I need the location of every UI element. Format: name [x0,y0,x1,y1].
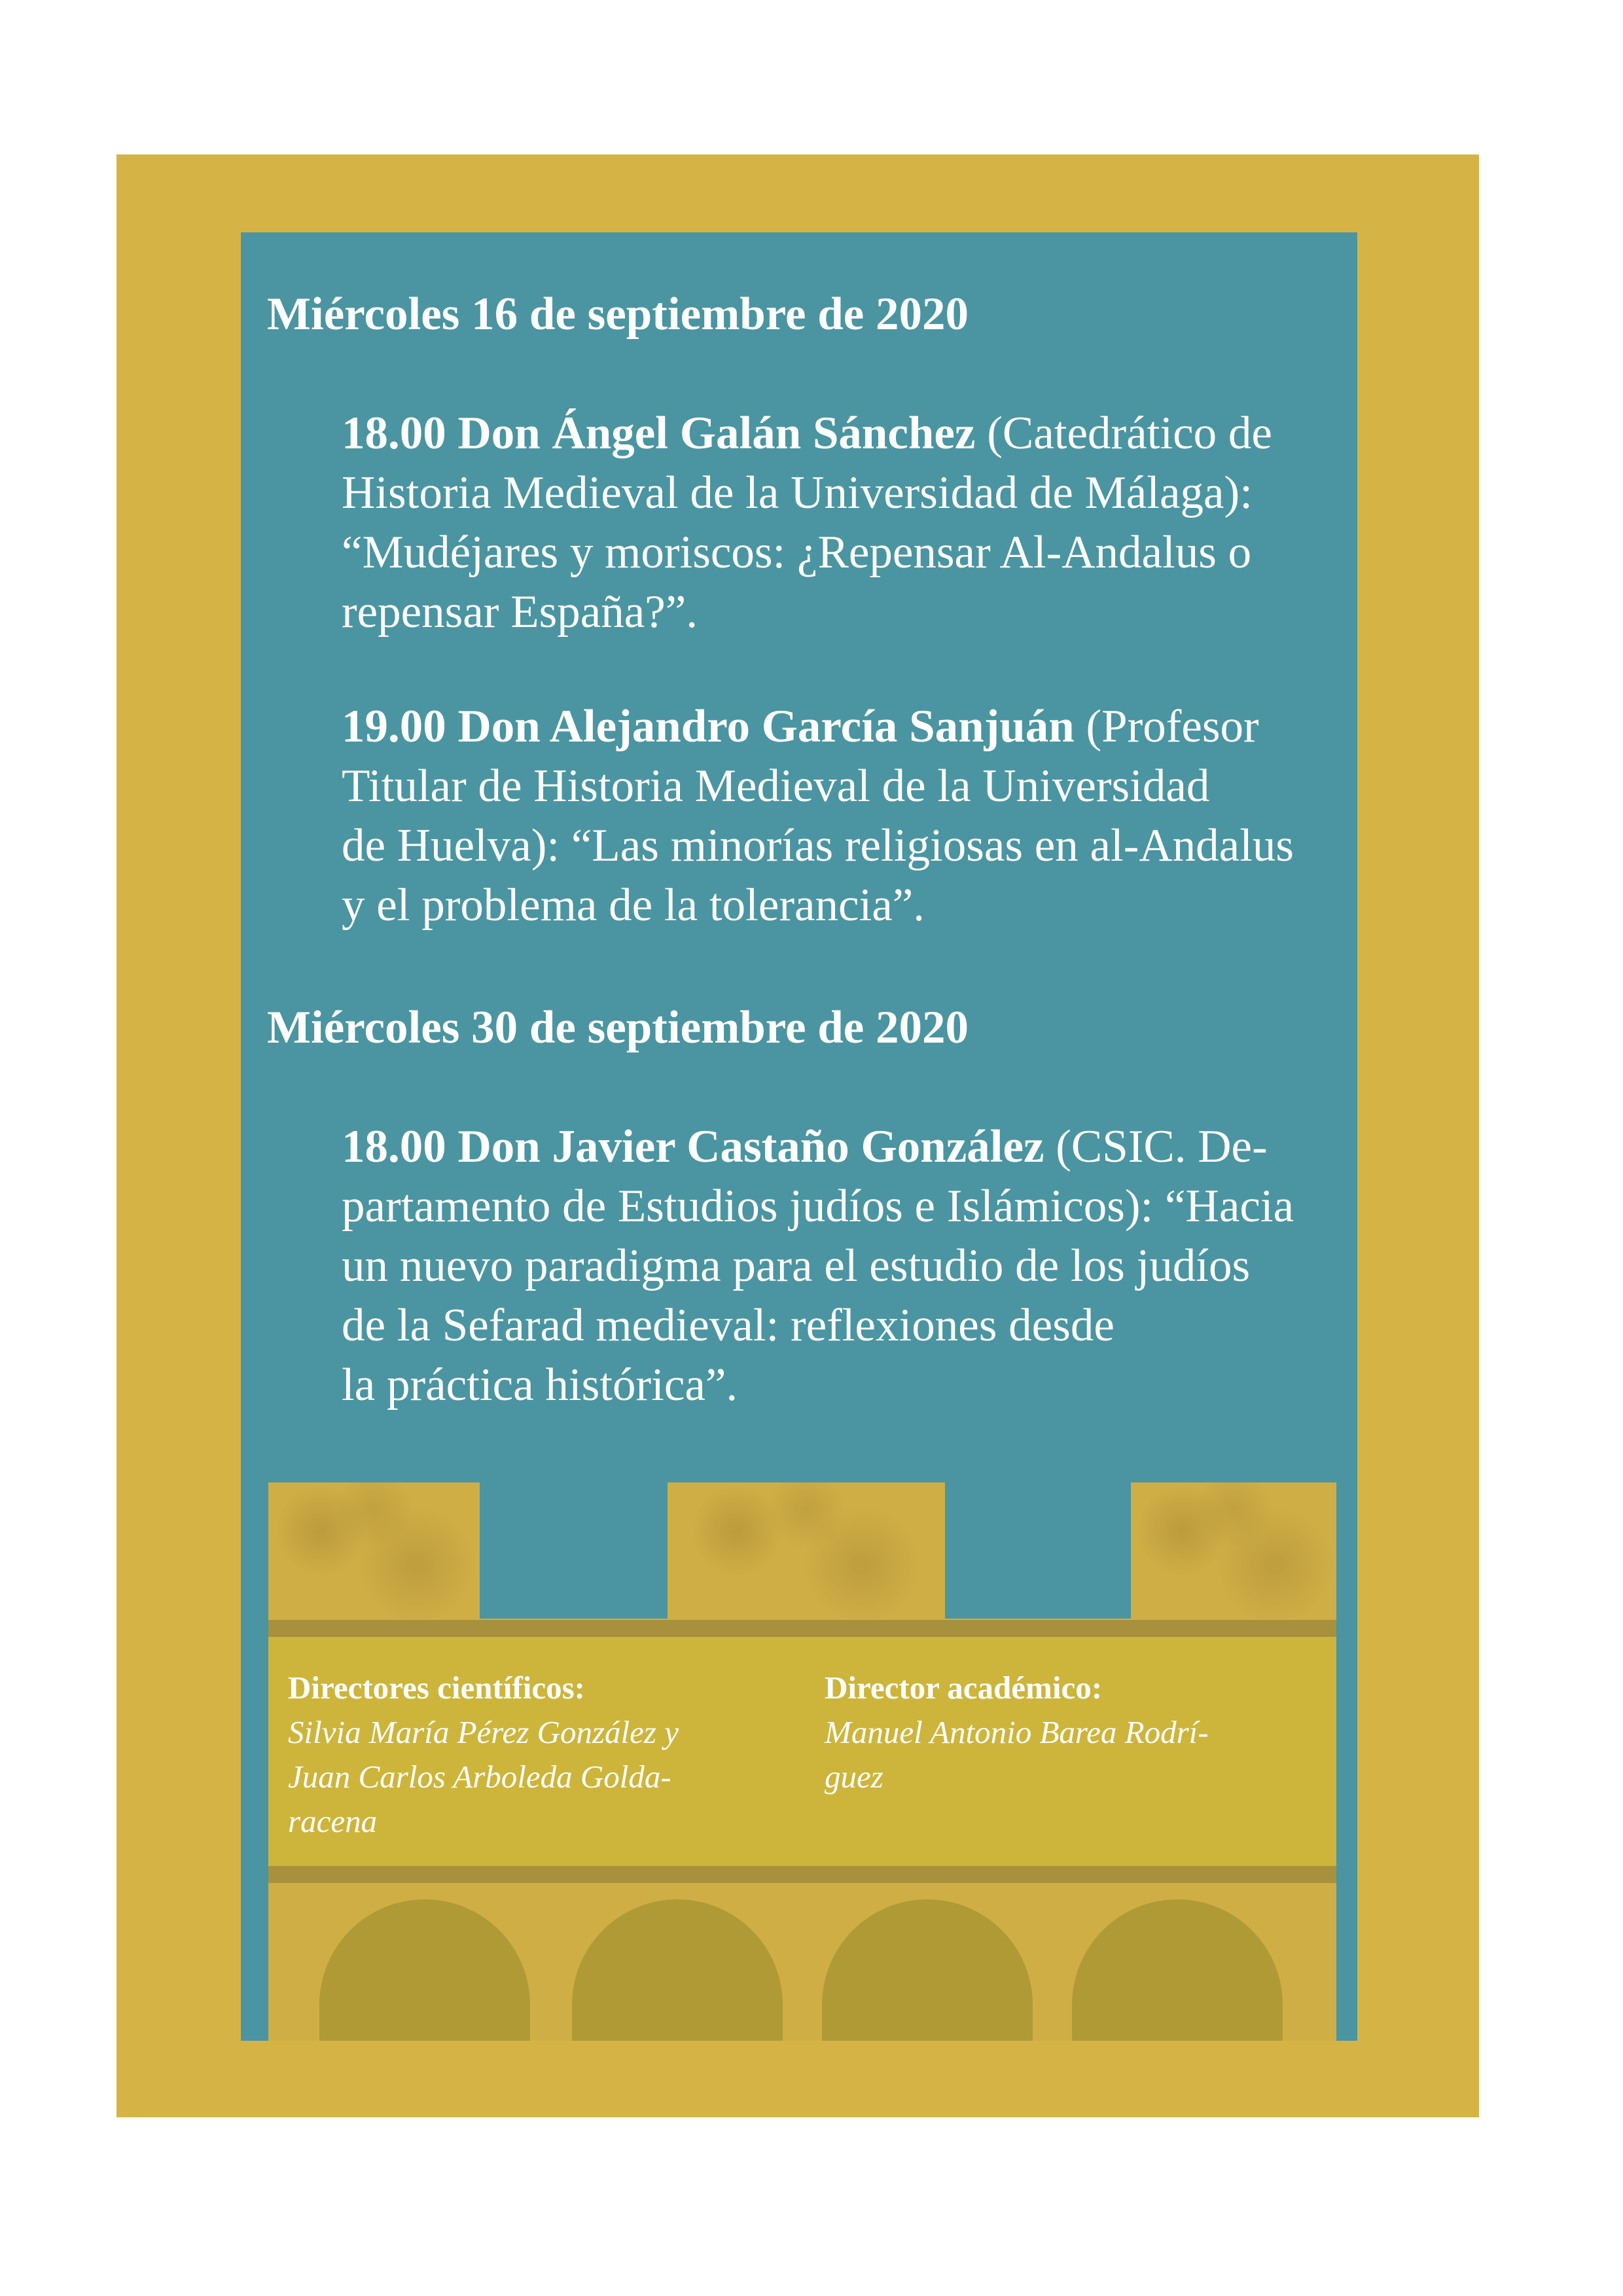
talk-1-speaker: 18.00 Don Ángel Galán Sánchez [342,408,976,459]
talk-3-line-1: (CSIC. De- [1044,1121,1268,1172]
talk-1-line-3: “Mudéjares y moriscos: ¿Repensar Al-Andalus o [342,527,1252,578]
talk-2-speaker: 19.00 Don Alejandro García Sanjuán [342,701,1075,752]
academic-director-title: Director académico: [825,1670,1103,1706]
talk-1 [342,404,1353,642]
arch-3 [822,1899,1033,2041]
talk-3-speaker: 18.00 Don Javier Castaño González [342,1121,1044,1172]
talk-2-line-1: (Profesor [1074,701,1259,752]
talk-1-line-1: (Catedrático de [975,408,1272,459]
talk-3-line-5: la práctica histórica”. [342,1359,738,1410]
academic-director [825,1666,1309,1799]
upper-stripe [268,1620,1336,1637]
talk-3-line-3: un nuevo paradigma para el estudio de los judíos [342,1240,1251,1291]
arch-4 [1072,1899,1283,2041]
academic-director-line-1: Manuel Antonio Barea Rodrí- [825,1714,1209,1750]
academic-director-line-2: guez [825,1759,883,1795]
merlon-center [668,1482,945,1620]
talk-2-line-4: y el problema de la tolerancia”. [342,880,925,931]
talk-2 [342,697,1353,935]
day-heading-1: Miércoles 16 de septiembre de 2020 [267,289,969,340]
fortress-illustration [268,1482,1336,2041]
talk-3-line-4: de la Sefarad medieval: reflexiones desde [342,1300,1115,1351]
scientific-directors-title: Directores científicos: [288,1670,585,1706]
talk-2-line-3: de Huelva): “Las minorías religiosas en al-Andalus [342,820,1294,871]
lower-stripe [268,1866,1336,1883]
program-panel [241,232,1357,2041]
talk-3-line-2: partamento de Estudios judíos e Islámicos): “Hacia [342,1181,1294,1232]
talk-3 [342,1117,1353,1415]
talk-1-line-2: Historia Medieval de la Universidad de Málaga): [342,467,1253,518]
talk-2-line-2: Titular de Historia Medieval de la Universidad [342,761,1210,812]
talk-1-line-4: repensar España?”. [342,586,698,637]
arch-2 [572,1899,783,2041]
day-heading-2: Miércoles 30 de septiembre de 2020 [267,1002,969,1053]
arcade-wall [268,1883,1336,2041]
scientific-directors [288,1666,772,1844]
credits-band [268,1637,1336,1866]
scientific-directors-line-2: Juan Carlos Arboleda Golda- [288,1759,671,1795]
arch-1 [319,1899,530,2041]
merlon-left [268,1482,480,1620]
scientific-directors-line-1: Silvia María Pérez González y [288,1714,679,1750]
scientific-directors-line-3: racena [288,1803,378,1839]
merlon-right [1131,1482,1336,1620]
